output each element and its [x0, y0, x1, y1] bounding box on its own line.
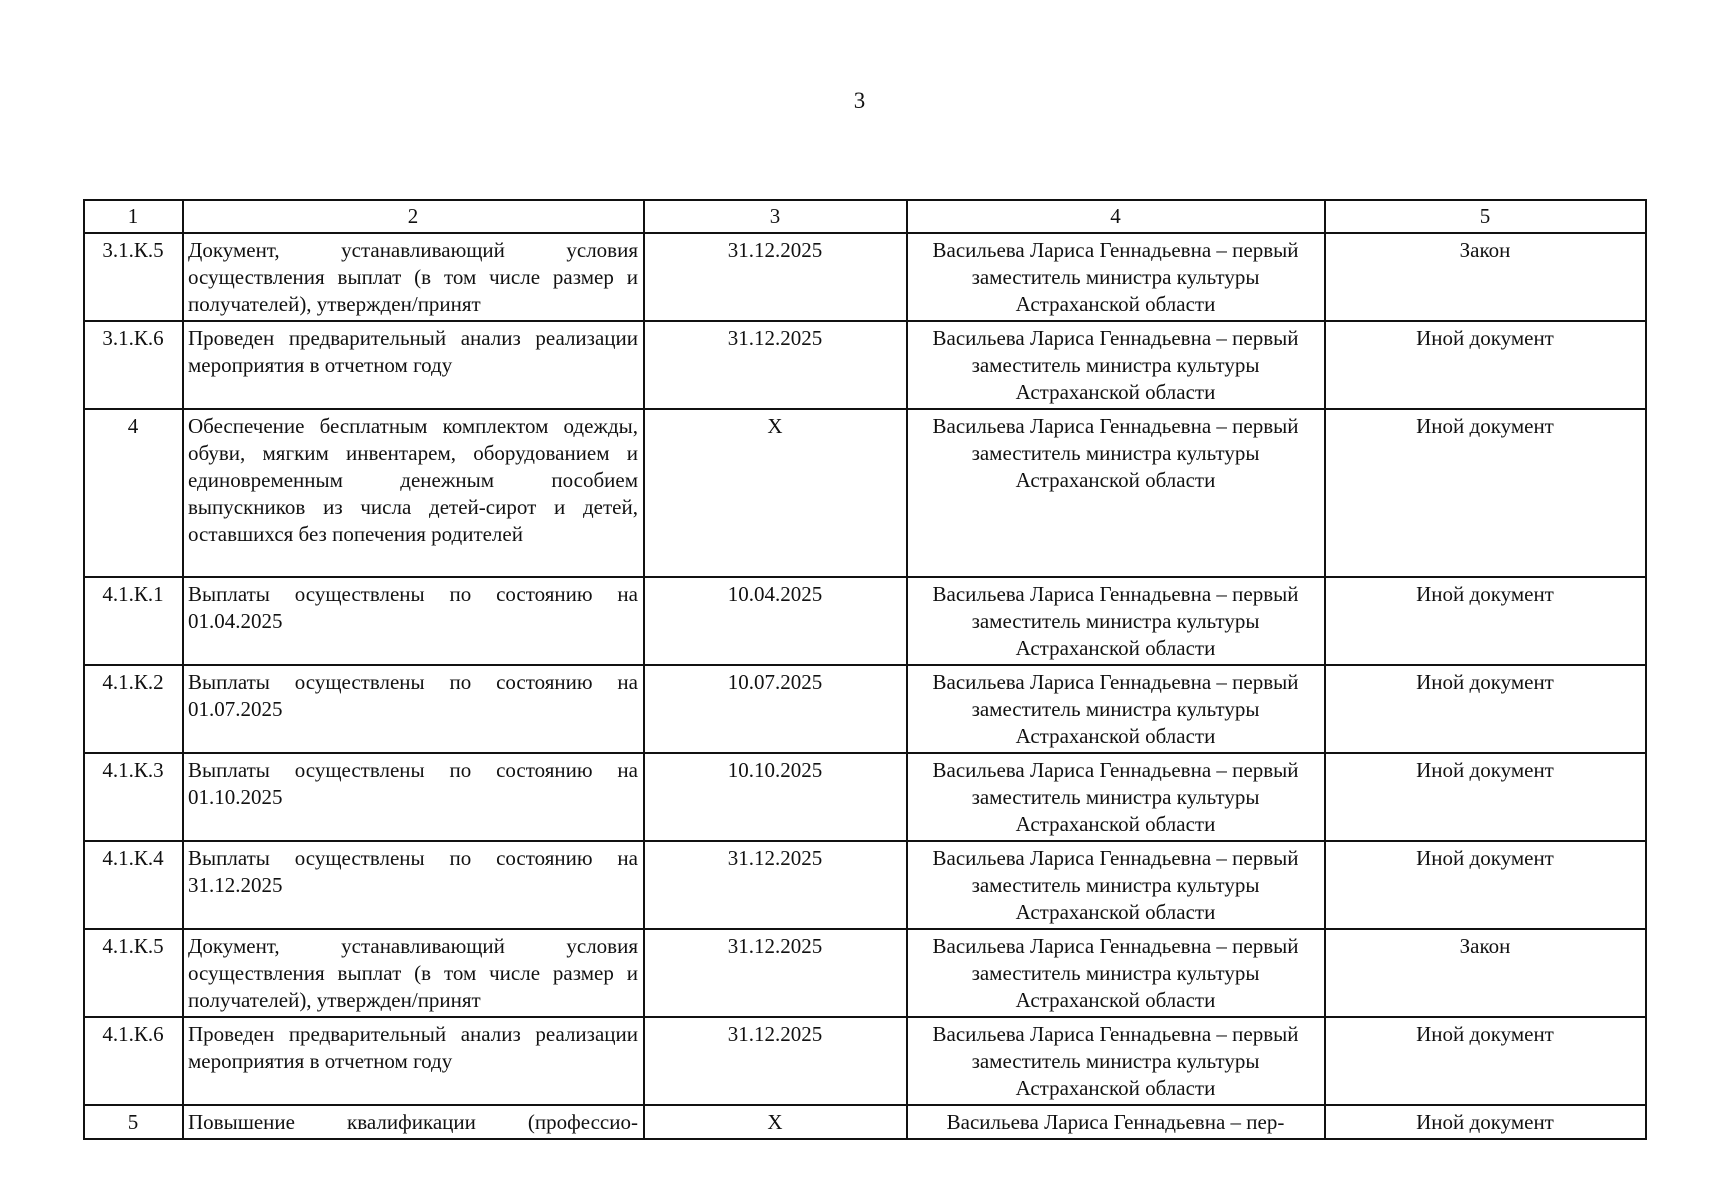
row-id: 4.1.К.1: [84, 577, 183, 665]
row-date: 31.12.2025: [644, 321, 907, 409]
row-document: Иной документ: [1325, 665, 1646, 753]
row-id: 4.1.К.6: [84, 1017, 183, 1105]
row-document: Иной документ: [1325, 1105, 1646, 1139]
row-id: 4.1.К.2: [84, 665, 183, 753]
row-responsible: Васильева Лариса Геннадьевна – первый заместитель министра культуры Астраханской области: [907, 321, 1325, 409]
row-responsible: Васильева Лариса Геннадьевна – первый заместитель министра культуры Астраханской области: [907, 233, 1325, 321]
table-row: [84, 321, 1646, 409]
page-number: 3: [853, 88, 866, 113]
row-date: 10.07.2025: [644, 665, 907, 753]
row-document: Иной документ: [1325, 321, 1646, 409]
column-header-1: 1: [84, 200, 183, 233]
table-row: [84, 409, 1646, 577]
table-row: [84, 577, 1646, 665]
table-header-row: [84, 200, 1646, 233]
row-responsible: Васильева Лариса Геннадьевна – пер-: [907, 1105, 1325, 1139]
row-document: Закон: [1325, 929, 1646, 1017]
row-id: 5: [84, 1105, 183, 1139]
row-description: [183, 1105, 644, 1139]
row-date: 10.10.2025: [644, 753, 907, 841]
row-date: 31.12.2025: [644, 841, 907, 929]
table-row: [84, 233, 1646, 321]
row-date: Х: [644, 409, 907, 577]
table-row: [84, 753, 1646, 841]
row-date: 31.12.2025: [644, 233, 907, 321]
row-document: Иной документ: [1325, 409, 1646, 577]
row-id: 4.1.К.3: [84, 753, 183, 841]
table-row: [84, 841, 1646, 929]
row-date: 10.04.2025: [644, 577, 907, 665]
table-row: [84, 1105, 1646, 1139]
row-id: 4.1.К.5: [84, 929, 183, 1017]
row-id: 4: [84, 409, 183, 577]
row-document: Иной документ: [1325, 1017, 1646, 1105]
row-description-text: Повышение квалификации (профессио-: [188, 1110, 638, 1134]
row-responsible: Васильева Лариса Геннадьевна – первый заместитель министра культуры Астраханской области: [907, 665, 1325, 753]
row-date: 31.12.2025: [644, 1017, 907, 1105]
table-row: [84, 665, 1646, 753]
plan-table: [83, 199, 1647, 1140]
row-responsible: Васильева Лариса Геннадьевна – первый заместитель министра культуры Астраханской области: [907, 409, 1325, 577]
row-description: Выплаты осуществлены по состоянию на 01.04.2025: [183, 577, 644, 665]
row-description: Проведен предварительный анализ реализации мероприятия в отчетном году: [183, 321, 644, 409]
row-responsible: Васильева Лариса Геннадьевна – первый заместитель министра культуры Астраханской области: [907, 1017, 1325, 1105]
column-header-5: 5: [1325, 200, 1646, 233]
row-date: 31.12.2025: [644, 929, 907, 1017]
row-responsible: Васильева Лариса Геннадьевна – первый заместитель министра культуры Астраханской области: [907, 841, 1325, 929]
row-description: Проведен предварительный анализ реализации мероприятия в отчетном году: [183, 1017, 644, 1105]
row-id: 4.1.К.4: [84, 841, 183, 929]
row-document: Иной документ: [1325, 841, 1646, 929]
column-header-3: 3: [644, 200, 907, 233]
row-description: Обеспечение бесплатным комплектом одежды, обуви, мягким инвентарем, оборудованием и единовременным денежным пособием выпускников из числа детей-сирот и детей, оставшихся без попечения родителей: [183, 409, 644, 577]
row-description: Документ, устанавливающий условия осуществления выплат (в том числе размер и получателей), утвержден/принят: [183, 233, 644, 321]
table-row: [84, 929, 1646, 1017]
row-id: 3.1.К.5: [84, 233, 183, 321]
table-row: [84, 1017, 1646, 1105]
column-header-2: 2: [183, 200, 644, 233]
column-header-4: 4: [907, 200, 1325, 233]
row-description: Документ, устанавливающий условия осуществления выплат (в том числе размер и получателей), утвержден/принят: [183, 929, 644, 1017]
row-description: Выплаты осуществлены по состоянию на 01.10.2025: [183, 753, 644, 841]
row-document: Закон: [1325, 233, 1646, 321]
row-date: Х: [644, 1105, 907, 1139]
row-description: Выплаты осуществлены по состоянию на 31.12.2025: [183, 841, 644, 929]
row-responsible: Васильева Лариса Геннадьевна – первый заместитель министра культуры Астраханской области: [907, 577, 1325, 665]
row-document: Иной документ: [1325, 753, 1646, 841]
row-description: Выплаты осуществлены по состоянию на 01.07.2025: [183, 665, 644, 753]
row-id: 3.1.К.6: [84, 321, 183, 409]
row-responsible: Васильева Лариса Геннадьевна – первый заместитель министра культуры Астраханской области: [907, 929, 1325, 1017]
row-document: Иной документ: [1325, 577, 1646, 665]
row-responsible: Васильева Лариса Геннадьевна – первый заместитель министра культуры Астраханской области: [907, 753, 1325, 841]
